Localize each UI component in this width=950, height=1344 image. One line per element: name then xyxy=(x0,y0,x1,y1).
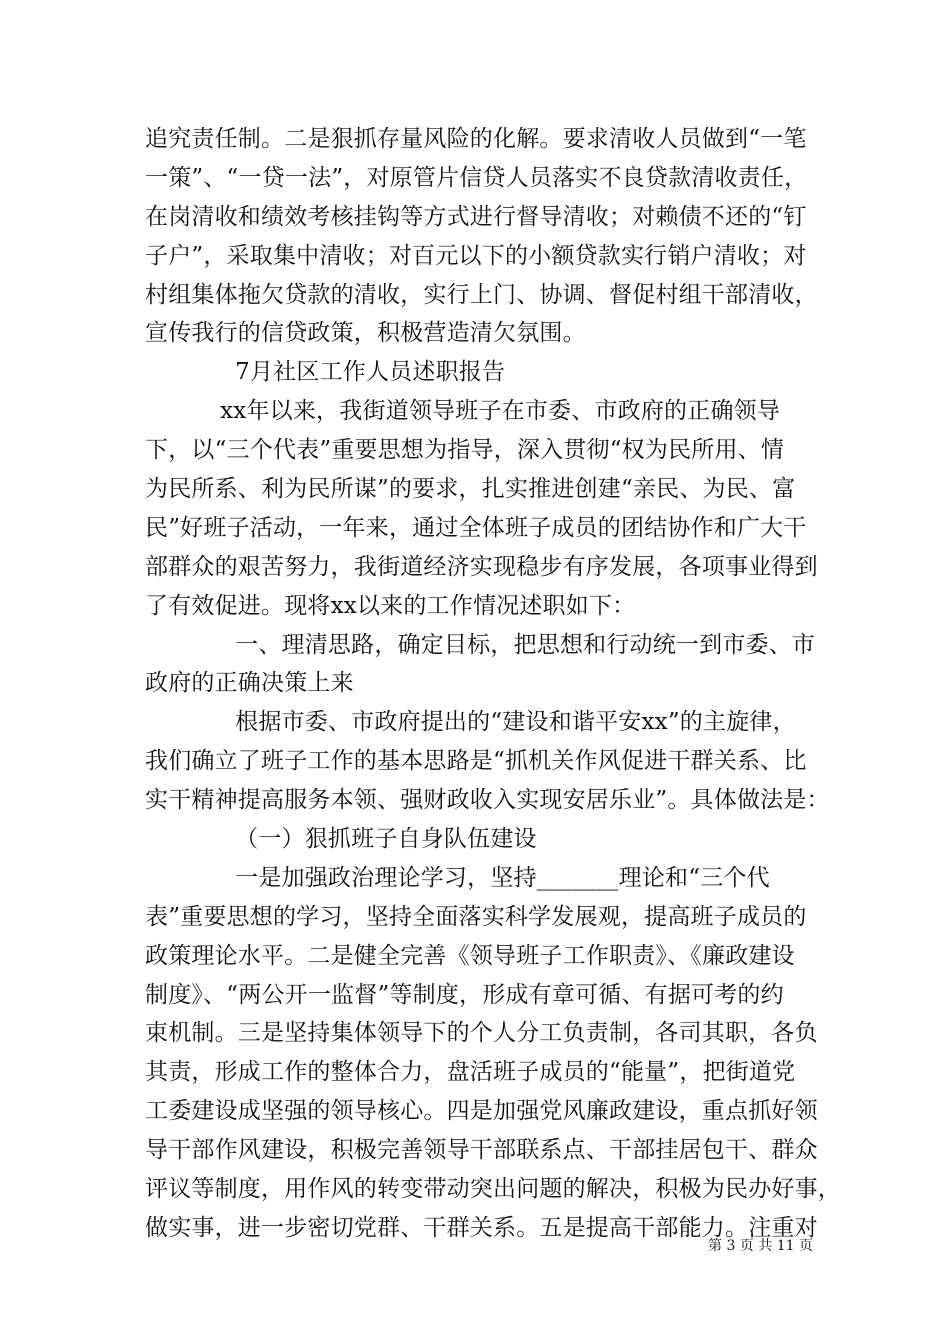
text-line: 一策”、“一贷一法”，对原管片信贷人员落实不良贷款清收责任， xyxy=(145,164,808,191)
page-number: 第 3 页 共 11 页 xyxy=(708,1238,813,1254)
section-heading-line: 一、理清思路，确定目标，把思想和行动统一到市委、市 xyxy=(145,631,816,658)
text-line: 束机制。三是坚持集体领导下的个人分工负责制，各司其职，各负 xyxy=(145,1020,818,1047)
text-line: 下，以“三个代表”重要思想为指导，深入贯彻“权为民所用、情 xyxy=(145,437,785,464)
text-line: 制度》、“两公开一监督”等制度，形成有章可循、有据可考的约 xyxy=(145,981,784,1008)
report-title-line: 7月社区工作人员述职报告 xyxy=(145,359,506,386)
text-line: 为民所系、利为民所谋”的要求，扎实推进创建“亲民、为民、富 xyxy=(145,476,796,503)
text-line: 民”好班子活动，一年来，通过全体班子成员的团结协作和广大干 xyxy=(145,514,807,541)
text-line: xx年以来，我街道领导班子在市委、市政府的正确领导 xyxy=(145,398,781,425)
text-line: 表”重要思想的学习，坚持全面落实科学发展观，提高班子成员的 xyxy=(145,903,807,930)
document-body xyxy=(145,120,841,1248)
text-line: 评议等制度，用作风的转变带动突出问题的解决，积极为民办好事， xyxy=(145,1176,841,1203)
text-line: 实干精神提高服务本领、强财政收入实现安居乐业”。具体做法是： xyxy=(145,787,830,814)
subsection-heading-line: （一）狠抓班子自身队伍建设 xyxy=(145,826,537,853)
text-line: 根据市委、市政府提出的“建设和谐平安xx”的主旋律， xyxy=(145,709,796,736)
text-line: 工委建设成坚强的领导核心。四是加强党风廉政建设，重点抓好领 xyxy=(145,1098,818,1125)
section-heading-line: 政府的正确决策上来 xyxy=(145,670,354,697)
text-line: 追究责任制。二是狠抓存量风险的化解。要求清收人员做到“一笔 xyxy=(145,126,807,152)
text-line: 政策理论水平。二是健全完善《领导班子工作职责》、《廉政建设 xyxy=(145,942,795,969)
text-line: 其责，形成工作的整体合力，盘活班子成员的“能量”，把街道党 xyxy=(145,1059,796,1086)
text-line: 我们确立了班子工作的基本思路是“抓机关作风促进干群关系、比 xyxy=(145,748,807,775)
text-line: 了有效促进。现将xx以来的工作情况述职如下： xyxy=(145,592,636,619)
text-line: 村组集体拖欠贷款的清收，实行上门、协调、督促村组干部清收， xyxy=(145,281,818,308)
text-line: 导干部作风建设，积极完善领导干部联系点、干部挂居包干、群众 xyxy=(145,1137,818,1164)
text-line: 在岗清收和绩效考核挂钩等方式进行督导清收；对赖债不还的“钉 xyxy=(145,203,807,230)
text-line: 做实事，进一步密切党群、干群关系。五是提高干部能力。注重对 xyxy=(145,1214,818,1241)
text-line: 一是加强政治理论学习，坚持_______理论和“三个代 xyxy=(145,864,770,891)
text-line: 子户”，采取集中清收；对百元以下的小额贷款实行销户清收；对 xyxy=(145,242,807,269)
text-line: 宣传我行的信贷政策，积极营造清欠氛围。 xyxy=(145,320,586,347)
text-line: 部群众的艰苦努力，我街道经济实现稳步有序发展，各项事业得到 xyxy=(145,553,818,580)
